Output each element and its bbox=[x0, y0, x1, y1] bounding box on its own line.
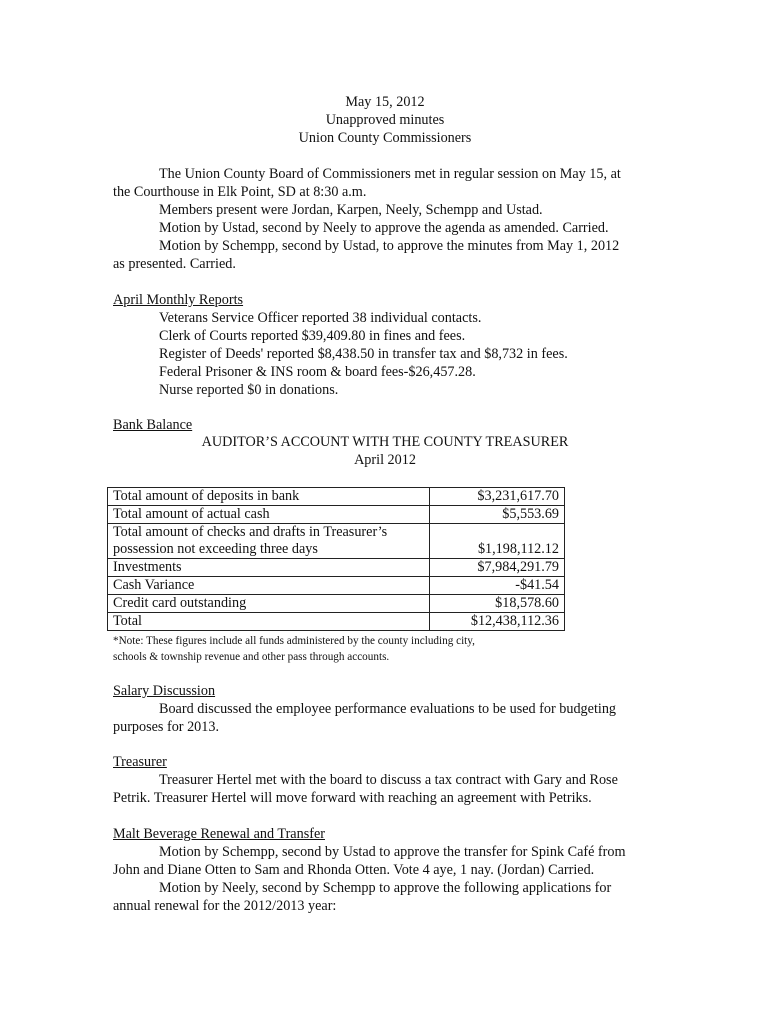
minutes-motion-line-1: Motion by Schempp, second by Ustad, to approve the minutes from May 1, 2012 bbox=[159, 238, 620, 254]
treasurer-line-2: Petrik. Treasurer Hertel will move forward with reaching an agreement with Petriks. bbox=[113, 790, 592, 806]
minutes-status: Unapproved minutes bbox=[325, 112, 445, 128]
treasurer-line-1: Treasurer Hertel met with the board to discuss a tax contract with Gary and Rose bbox=[159, 772, 618, 788]
row-label-line-1: Total amount of checks and drafts in Treasurer’s bbox=[113, 524, 388, 540]
row-label bbox=[108, 524, 430, 559]
row-label: Credit card outstanding bbox=[108, 595, 430, 613]
salary-line-2: purposes for 2013. bbox=[113, 719, 219, 735]
members-present: Members present were Jordan, Karpen, Neely, Schempp and Ustad. bbox=[159, 202, 543, 218]
row-amount: $7,984,291.79 bbox=[430, 559, 565, 577]
row-amount: $1,198,112.12 bbox=[430, 524, 565, 559]
table-row bbox=[108, 524, 565, 559]
row-label: Investments bbox=[108, 559, 430, 577]
malt-heading: Malt Beverage Renewal and Transfer bbox=[113, 826, 325, 842]
report-item: Federal Prisoner & INS room & board fees-$26,457.28. bbox=[159, 364, 476, 380]
row-amount: $3,231,617.70 bbox=[430, 488, 565, 506]
salary-heading: Salary Discussion bbox=[113, 683, 216, 699]
table-row bbox=[108, 595, 565, 613]
row-amount: $12,438,112.36 bbox=[430, 613, 565, 631]
meeting-date: May 15, 2012 bbox=[345, 94, 425, 110]
april-reports-heading: April Monthly Reports bbox=[113, 292, 244, 308]
row-amount: -$41.54 bbox=[430, 577, 565, 595]
governing-body: Union County Commissioners bbox=[298, 130, 472, 146]
intro-line-2: the Courthouse in Elk Point, SD at 8:30 a.m. bbox=[113, 184, 367, 200]
report-item: Clerk of Courts reported $39,409.80 in fines and fees. bbox=[159, 328, 466, 344]
row-label: Total amount of actual cash bbox=[108, 506, 430, 524]
account-title: AUDITOR’S ACCOUNT WITH THE COUNTY TREASURER bbox=[201, 434, 569, 450]
row-label: Total bbox=[108, 613, 430, 631]
row-label: Total amount of deposits in bank bbox=[108, 488, 430, 506]
report-item: Nurse reported $0 in donations. bbox=[159, 382, 339, 398]
table-row bbox=[108, 559, 565, 577]
bank-balance-heading: Bank Balance bbox=[113, 417, 193, 433]
table-row bbox=[108, 577, 565, 595]
table-note-line-1: *Note: These figures include all funds administered by the county including city, bbox=[113, 635, 475, 647]
row-label-line-2: possession not exceeding three days bbox=[113, 541, 318, 557]
table-row-total bbox=[108, 613, 565, 631]
minutes-motion-line-2: as presented. Carried. bbox=[113, 256, 236, 272]
account-period: April 2012 bbox=[354, 452, 416, 468]
malt-line-4: annual renewal for the 2012/2013 year: bbox=[113, 898, 337, 914]
agenda-motion: Motion by Ustad, second by Neely to approve the agenda as amended. Carried. bbox=[159, 220, 609, 236]
row-label: Cash Variance bbox=[108, 577, 430, 595]
malt-line-3: Motion by Neely, second by Schempp to approve the following applications for bbox=[159, 880, 612, 896]
salary-line-1: Board discussed the employee performance evaluations to be used for budgeting bbox=[159, 701, 617, 717]
row-amount: $5,553.69 bbox=[430, 506, 565, 524]
malt-line-2: John and Diane Otten to Sam and Rhonda Otten. Vote 4 aye, 1 nay. (Jordan) Carried. bbox=[113, 862, 595, 878]
malt-line-1: Motion by Schempp, second by Ustad to approve the transfer for Spink Café from bbox=[159, 844, 626, 860]
report-item: Veterans Service Officer reported 38 individual contacts. bbox=[159, 310, 482, 326]
account-table bbox=[107, 487, 565, 631]
report-item: Register of Deeds' reported $8,438.50 in transfer tax and $8,732 in fees. bbox=[159, 346, 568, 362]
intro-line-1: The Union County Board of Commissioners met in regular session on May 15, at bbox=[159, 166, 621, 182]
table-row bbox=[108, 506, 565, 524]
table-note-line-2: schools & township revenue and other pass through accounts. bbox=[113, 651, 390, 663]
treasurer-heading: Treasurer bbox=[113, 754, 167, 770]
table-row bbox=[108, 488, 565, 506]
row-amount: $18,578.60 bbox=[430, 595, 565, 613]
